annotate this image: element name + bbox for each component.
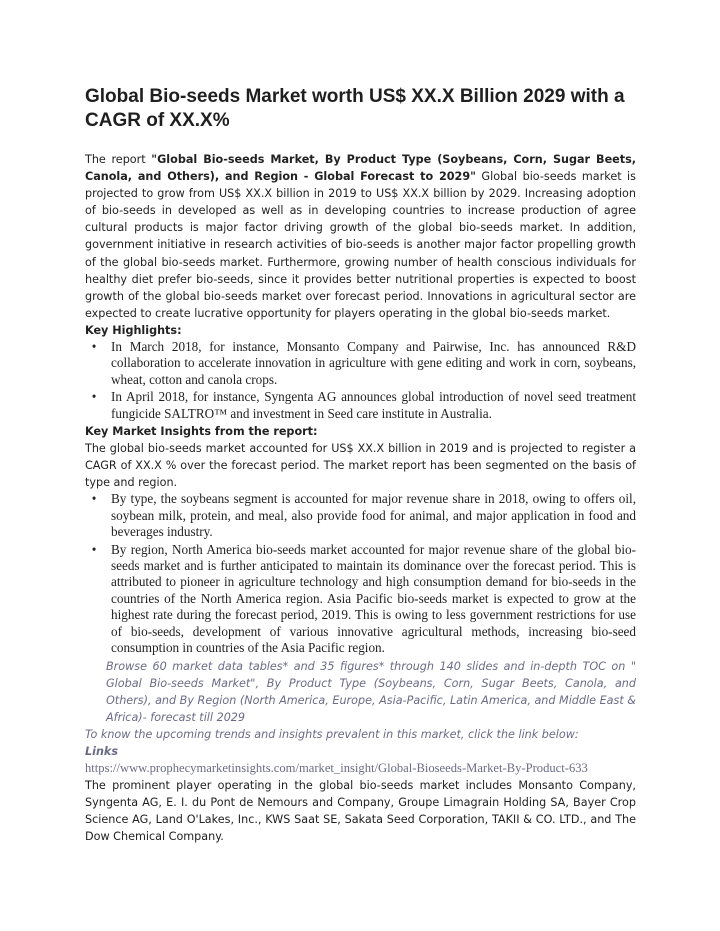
insights-list [85,491,636,656]
document-body [85,151,636,845]
page-title: Global Bio-seeds Market worth US$ XX.X Billion 2029 with a CAGR of XX.X% [85,86,625,131]
key-highlights-heading: Key Highlights: [85,323,182,337]
list-item: • In March 2018, for instance, Monsanto Company and Pairwise, Inc. has announced R&D collaboration to accelerate innovation in agriculture with gene editing and work in corn, soybeans, wheat, cotton and canola crops. [111,339,636,388]
list-item: • By region, North America bio-seeds market accounted for major revenue share of the global bio-seeds market and is further anticipated to maintain its dominance over the forecast period. This is attributed to pioneer in agriculture technology and high consumption demand for bio-seeds in the countries of the North America region. Asia Pacific bio-seeds market is expected to grow at the highest rate during the forecast period, 2019. This is owing to less government restrictions for use of bio-seeds, development of various innovative agricultural methods, increasing bio-seed consumption in countries of the Asia Pacific region. [111,542,636,657]
list-item: • In April 2018, for instance, Syngenta AG announces global introduction of novel seed treatment fungicide SALTRO™ and investment in Seed care institute in Australia. [111,389,636,422]
list-item: • By type, the soybeans segment is accounted for major revenue share in 2018, owing to offers oil, soybean milk, protein, and meal, also provide food for animal, and major application in food and beverages industry. [111,491,636,540]
report-link[interactable]: https://www.prophecymarketinsights.com/market_insight/Global-Bioseeds-Market-By-Product-633 [85,761,588,776]
intro-text: Global bio-seeds market is projected to grow from US$ XX.X billion in 2019 to US$ XX.X billion by 2029. Increasing adoption of bio-seeds in developed as well as in developing countries to increase production of agree cultural products is major factor driving growth of the global bio-seeds market. In addition, government initiative in research activities of bio-seeds is another major factor propelling growth of the global bio-seeds market. Furthermore, growing number of health conscious individuals for healthy diet prefer bio-seeds, since it provides better nutritional properties is expected to boost growth of the global bio-seeds market over forecast period. Innovations in agricultural sector are expected to create lucrative opportunity for players operating in the global bio-seeds market. [85,170,636,320]
intro-lead: The report [85,153,152,166]
links-label: Links [85,744,119,758]
bullet-icon: • [91,339,97,355]
browse-note: Browse 60 market data tables* and 35 figures* through 140 slides and in-depth TOC on " Global Bio-seeds Market", By Product Type (Soybeans, Corn, Sugar Beets, Canola, and Others), and By Region (North America, Europe, Asia-Pacific, Latin America, and Middle East & Africa)- forecast till 2029 [106,659,636,724]
bullet-icon: • [91,541,97,557]
bullet-icon: • [91,389,97,405]
cta-text: To know the upcoming trends and insights prevalent in this market, click the link below: [85,727,579,741]
insights-paragraph: The global bio-seeds market accounted for US$ XX.X billion in 2019 and is projected to register a CAGR of XX.X % over the forecast period. The market report has been segmented on the basis of type and region. [85,442,636,490]
key-highlights-list [85,339,636,422]
report-name: "Global Bio-seeds Market, By Product Type (Soybeans, Corn, Sugar Beets, Canola, and Others), and Region - Global Forecast to 2029" [85,153,636,184]
closing-paragraph: The prominent player operating in the global bio-seeds market includes Monsanto Company, Syngenta AG, E. I. du Pont de Nemours and Company, Groupe Limagrain Holding SA, Bayer Crop Science AG, Land O'Lakes, Inc., KWS Saat SE, Sakata Seed Corporation, TAKII & CO. LTD., and The Dow Chemical Company. [85,779,636,844]
bullet-icon: • [91,491,97,507]
insights-heading: Key Market Insights from the report: [85,425,318,439]
intro-paragraph [85,151,636,322]
